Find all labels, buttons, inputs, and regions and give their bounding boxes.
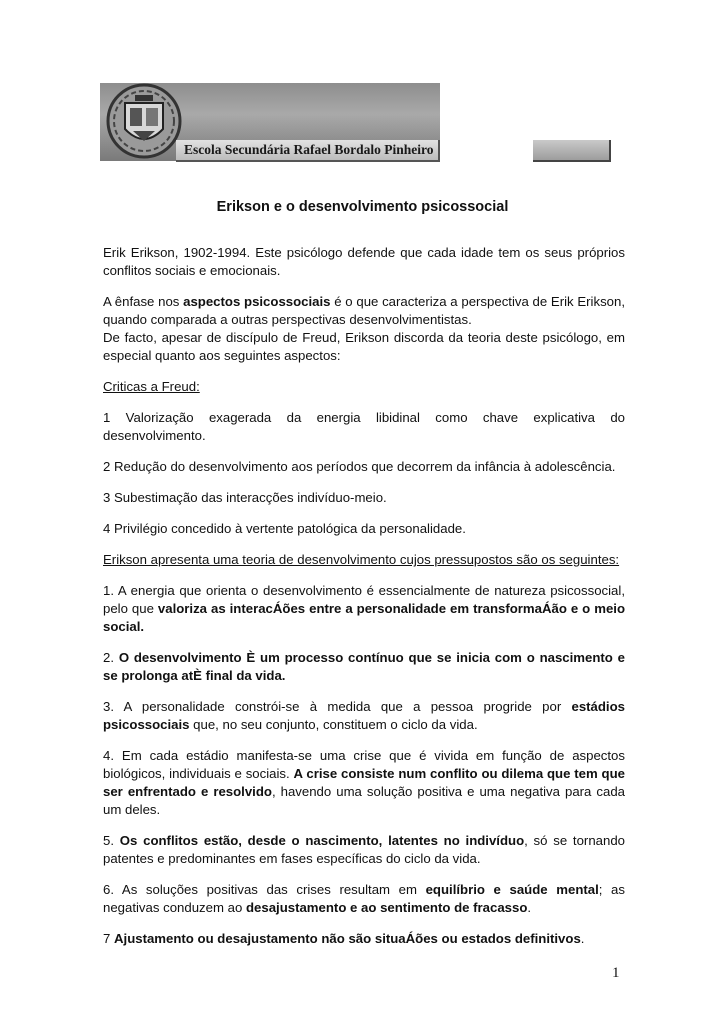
critics-heading: Criticas a Freud: [103,379,200,394]
header-right-bar [533,140,611,162]
theory-heading: Erikson apresenta uma teoria de desenvolvimento cujos pressupostos são os seguintes: [103,552,620,567]
critic-item: 4 Privilégio concedido à vertente patológica da personalidade. [103,521,466,536]
document-title: Erikson e o desenvolvimento psicossocial [216,199,509,215]
critic-item: 3 Subestimação das interacções indivíduo-meio. [103,490,387,505]
point-6: 6. As soluções positivas das crises resultam em equilíbrio e saúde mental; as negativas conduzem ao desajustamento e ao sentimento de fracasso. [103,882,625,915]
critic-item: 1 Valorização exagerada da energia libidinal como chave explicativa do desenvolvimento. [103,410,625,443]
school-name: Escola Secundária Rafael Bordalo Pinheiro [184,142,434,157]
point-5: 5. Os conflitos estão, desde o nascimento, latentes no indivíduo, só se tornando patentes e predominantes em fases específicas do ciclo da vida. [103,833,625,866]
school-name-bar [176,140,440,162]
intro-paragraph: Erik Erikson, 1902-1994. Este psicólogo defende que cada idade tem os seus próprios conflitos sociais e emocionais. [103,245,625,278]
point-1: 1. A energia que orienta o desenvolvimento é essencialmente de natureza psicossocial, pelo que valoriza as interacÁões entre a personalidade em transformaÁão e o meio social. [103,583,626,634]
document-body [103,244,625,961]
paragraph-psychosocial: A ênfase nos aspectos psicossociais é o que caracteriza a perspectiva de Erik Erikson, quando comparada a outras perspectivas desenvolvimentistas. [103,294,625,327]
school-crest-icon [105,81,183,161]
document-header [100,78,612,168]
page-number: 1 [612,965,620,981]
point-4: 4. Em cada estádio manifesta-se uma crise que é vivida em função de aspectos biológicos, individuais e sociais. A crise consiste num conflito ou dilema que tem que ser enfrentado e resolvido, havendo uma solução positiva e uma negativa para cada um deles. [103,748,625,817]
point-3: 3. A personalidade constrói-se à medida que a pessoa progride por estádios psicossociais que, no seu conjunto, constituem o ciclo da vida. [103,699,625,732]
point-2: 2. O desenvolvimento È um processo contínuo que se inicia com o nascimento e se prolonga atÈ final da vida. [103,650,625,683]
paragraph-freud: De facto, apesar de discípulo de Freud, Erikson discorda da teoria deste psicólogo, em especial quanto aos seguintes aspectos: [103,330,625,363]
critic-item: 2 Redução do desenvolvimento aos períodos que decorrem da infância à adolescência. [103,459,616,474]
point-7: 7 Ajustamento ou desajustamento não são situaÁões ou estados definitivos. [103,931,585,946]
